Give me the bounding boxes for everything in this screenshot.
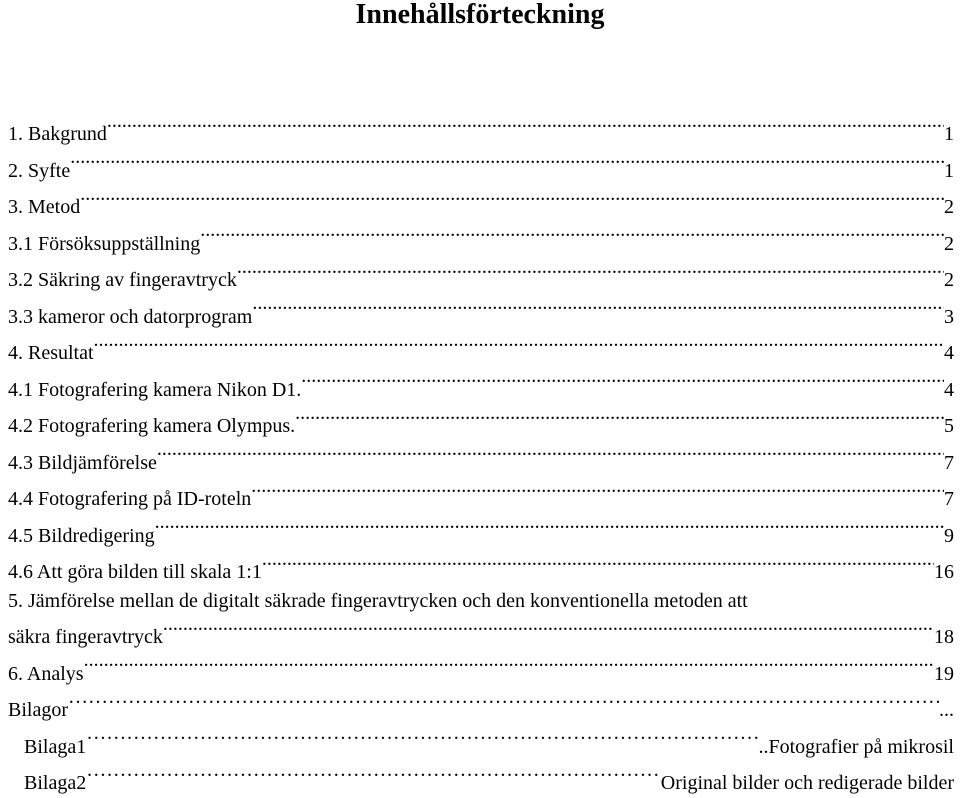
toc-leader-dots bbox=[94, 331, 944, 359]
toc-leader-dots bbox=[86, 761, 661, 789]
toc-entry-label: 3.3 kameror och datorprogram bbox=[8, 305, 253, 328]
toc-leader-dots bbox=[80, 185, 944, 213]
toc-entry-analys[interactable] bbox=[8, 652, 954, 689]
toc-entry-label: 4.3 Bildjämförelse bbox=[8, 451, 157, 474]
toc-entry-page: 2 bbox=[944, 269, 954, 291]
toc-entry-label: 6. Analys bbox=[8, 662, 84, 685]
toc-entry-bilaga2[interactable] bbox=[8, 761, 954, 798]
toc-leader-dots bbox=[107, 112, 944, 140]
toc-entry-resultat[interactable] bbox=[8, 331, 954, 368]
toc-entry-syfte[interactable] bbox=[8, 149, 954, 186]
toc-leader-dots bbox=[251, 477, 944, 505]
toc-entry-bildredigering[interactable] bbox=[8, 514, 954, 551]
toc-entry-bildjamforelse[interactable] bbox=[8, 441, 954, 478]
toc-entry-nikon-d1[interactable] bbox=[8, 368, 954, 405]
toc-leader-dots bbox=[163, 615, 934, 643]
toc-entry-label: 4.5 Bildredigering bbox=[8, 524, 155, 547]
toc-entry-page: Original bilder och redigerade bilder bbox=[660, 772, 954, 794]
toc-entry-page: 4 bbox=[944, 342, 954, 364]
toc-leader-dots bbox=[295, 404, 944, 432]
toc-entry-bakgrund[interactable] bbox=[8, 112, 954, 149]
toc-entry-page: ..Fotografier på mikrosil bbox=[758, 735, 954, 758]
toc-entry-jamforelse-line1[interactable] bbox=[8, 587, 954, 616]
toc-leader-dots bbox=[84, 652, 934, 680]
toc-entry-page: 1 bbox=[944, 159, 954, 182]
toc-entry-label: 4.4 Fotografering på ID-roteln bbox=[8, 488, 252, 510]
toc-entry-jamforelse[interactable] bbox=[8, 615, 954, 652]
toc-entry-sakring-av-fingeravtryck[interactable] bbox=[8, 258, 954, 295]
toc-entry-label: 2. Syfte bbox=[8, 159, 71, 182]
toc-entry-page: 2 bbox=[944, 232, 954, 255]
toc-entry-page: 16 bbox=[934, 561, 954, 583]
toc-entry-forsoksuppstallning[interactable] bbox=[8, 222, 954, 259]
toc-entry-page: 7 bbox=[944, 451, 954, 474]
toc-entry-skala[interactable] bbox=[8, 550, 954, 587]
toc-entry-bilaga1[interactable] bbox=[8, 725, 954, 762]
toc-entry-label: 4.1 Fotografering kamera Nikon D1. bbox=[8, 378, 302, 401]
toc-entry-label: Bilagor bbox=[8, 699, 68, 721]
document-title: Innehållsförteckning bbox=[355, 0, 605, 30]
toc-entry-kameror-och-datorprogram[interactable] bbox=[8, 295, 954, 332]
toc-entry-page: 2 bbox=[944, 196, 954, 218]
toc-entry-label: säkra fingeravtryck bbox=[8, 626, 163, 648]
toc-entry-label: 4. Resultat bbox=[8, 342, 94, 364]
toc-leader-dots bbox=[157, 441, 944, 469]
toc-entry-page: ... bbox=[939, 699, 954, 721]
toc-entry-bilagor[interactable] bbox=[8, 688, 954, 725]
toc-leader-dots bbox=[262, 550, 934, 578]
toc-entry-label: 4.6 Att göra bilden till skala 1:1 bbox=[8, 561, 262, 583]
toc-entry-page: 1 bbox=[944, 123, 954, 145]
toc-entry-label: 3.1 Försöksuppställning bbox=[8, 232, 201, 255]
toc-entry-page: 18 bbox=[934, 626, 954, 648]
toc-entry-id-roteln[interactable] bbox=[8, 477, 954, 514]
toc-entry-metod[interactable] bbox=[8, 185, 954, 222]
toc-entry-label: Bilaga1 bbox=[24, 735, 87, 758]
table-of-contents bbox=[8, 112, 954, 798]
toc-entry-page: 3 bbox=[944, 305, 954, 328]
toc-entry-page: 19 bbox=[934, 662, 954, 685]
toc-leader-dots bbox=[237, 258, 944, 286]
toc-leader-dots bbox=[155, 514, 944, 542]
toc-entry-page: 9 bbox=[944, 524, 954, 547]
toc-entry-olympus[interactable] bbox=[8, 404, 954, 441]
toc-entry-label: 5. Jämförelse mellan de digitalt säkrade fingeravtrycken och den konventionella metoden att bbox=[8, 589, 748, 612]
toc-entry-label: 3.2 Säkring av fingeravtryck bbox=[8, 269, 237, 291]
toc-entry-page: 5 bbox=[944, 415, 954, 437]
toc-leader-dots bbox=[86, 725, 758, 753]
toc-entry-label: 4.2 Fotografering kamera Olympus. bbox=[8, 415, 296, 437]
toc-entry-label: 1. Bakgrund bbox=[8, 123, 107, 145]
toc-entry-page: 7 bbox=[944, 488, 954, 510]
toc-leader-dots bbox=[70, 149, 944, 177]
toc-entry-label: 3. Metod bbox=[8, 196, 81, 218]
toc-entry-label: Bilaga2 bbox=[24, 772, 87, 794]
toc-leader-dots bbox=[301, 368, 944, 396]
toc-entry-page: 4 bbox=[944, 378, 954, 401]
toc-leader-dots bbox=[68, 688, 939, 716]
toc-leader-dots bbox=[200, 222, 944, 250]
toc-leader-dots bbox=[252, 295, 944, 323]
